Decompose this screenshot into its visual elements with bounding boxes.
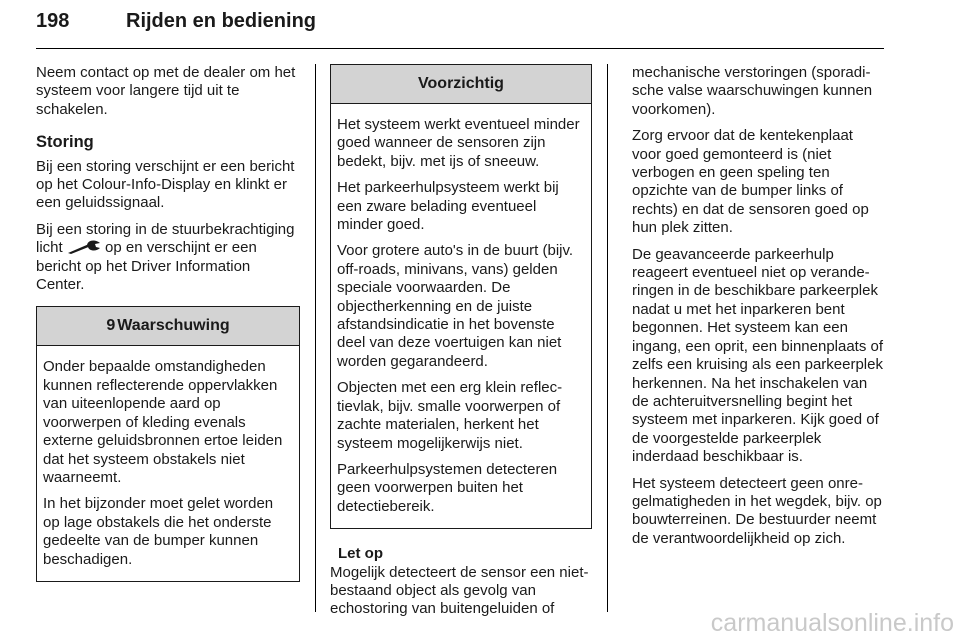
col3-paragraph-3: De geavanceerde parkeerhulp reageert eventueel niet op veranderingen in de beschikbare parkeerplek nadat u met het inparkeren bent begonnen. Het systeem kan een ingang, een oprit, een binnenplaats of zelfs een kruising als een parkeerplek herkennen. Na het inschakelen van de achteruitversnelling begint het systeem met inparkeren. Kijk goed of de voorgestelde parkeerplek inderdaad beschikbaar is.	[632, 245, 884, 466]
col3-paragraph-1: mechanische verstoringen (sporadische valse waarschuwingen kunnen voorkomen).	[632, 64, 873, 118]
note-title: Let op	[338, 545, 383, 563]
caution-paragraph-4: Objecten met een erg klein reflectievlak, bijv. smalle voorwerpen of zachte materialen, herkent het systeem mogelijkerwijs niet.	[337, 379, 563, 452]
col3-paragraph-4: Het systeem detecteert geen onregelmatigheden in het wegdek, bijv. op bouwterreinen. De bestuurder neemt de verantwoordelijkheid op zich.	[632, 474, 882, 547]
column-divider-2	[607, 64, 608, 612]
warning-box	[36, 306, 300, 581]
caution-paragraph-2: Het parkeerhulpsysteem werkt bij een zware belading eventueel minder goed.	[337, 179, 559, 234]
intro-paragraph: Neem contact op met de dealer om het systeem voor langere tijd uit te schakelen.	[36, 64, 296, 118]
section-title: Rijden en bediening	[126, 10, 317, 32]
warning-body	[37, 346, 299, 580]
page-number: 198	[36, 10, 70, 32]
storing-paragraph-2	[36, 221, 300, 295]
caution-paragraph-1: Het systeem werkt eventueel minder goed wanneer de sensoren zijn bedekt, bijv. met ijs of sneeuw.	[337, 116, 580, 170]
col3-paragraph-2: Zorg ervoor dat de kentekenplaat voor goed gemonteerd is (niet verbogen en geen speling ten opzichte van de bumper links of rechts) en dat de sensoren goed op hun plek zitten.	[632, 127, 869, 237]
caution-box	[330, 64, 592, 529]
caution-paragraph-3: Voor grotere auto's in de buurt (bijv. off-roads, minivans, vans) gelden speciale voorwaarden. De objectherkenning en de juiste afstandsindicatie in het bovenste deel van deze voertuigen kan niet worden gegarandeerd.	[337, 242, 574, 370]
warning-header	[37, 307, 299, 346]
warning-paragraph-1: Onder bepaalde omstandigheden kunnen reflecterende oppervlakken van uiteenlopende aard op voorwerpen of kleding evenals externe geluidsbronnen ertoe leiden dat het systeem obstakels niet waarneemt.	[43, 358, 283, 486]
caution-paragraph-5: Parkeerhulpsystemen detecteren geen voorwerpen buiten het detectiebereik.	[337, 460, 558, 515]
warning-title: Waarschuwing	[117, 317, 230, 335]
warning-icon: 9	[106, 317, 116, 335]
caution-body	[331, 104, 591, 528]
page-header	[36, 6, 884, 48]
storing-text-after: op en verschijnt er een bericht op het Driver Information Center.	[36, 239, 257, 294]
column-2	[330, 64, 592, 627]
column-1	[36, 64, 300, 582]
column-3	[632, 64, 886, 556]
storing-paragraph-1: Bij een storing verschijnt er een bericht op het Colour-Info-Display en klinkt er een geluidssignaal.	[36, 157, 295, 212]
header-divider	[36, 48, 884, 49]
storing-text-before: Bij een storing in de stuurbekrachtiging licht	[36, 220, 295, 257]
caution-header: Voorzichtig	[331, 65, 591, 104]
note-body: Mogelijk detecteert de sensor een niet-bestaand object als gevolg van echostoring van buitengeluiden of	[330, 563, 589, 618]
storing-heading: Storing	[36, 133, 94, 152]
wrench-icon	[67, 240, 101, 254]
column-divider-1	[315, 64, 316, 612]
watermark: carmanualsonline.info	[710, 609, 954, 637]
warning-paragraph-2: In het bijzonder moet gelet worden op lage obstakels die het onderste gedeelte van de bumper kunnen beschadigen.	[43, 495, 274, 568]
